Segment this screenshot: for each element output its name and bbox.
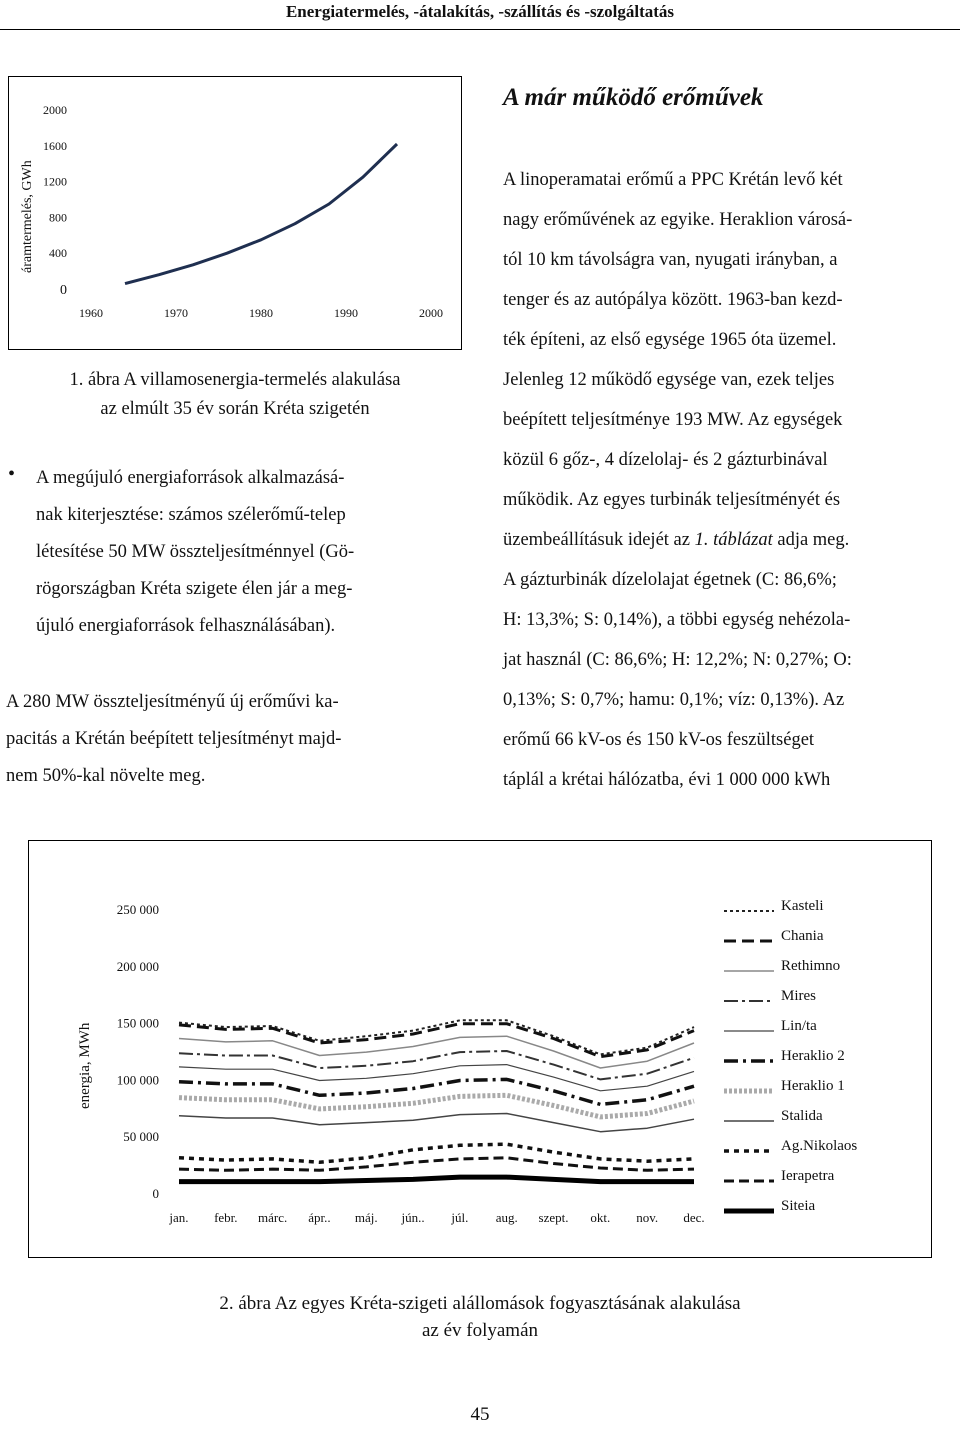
text-segment: ték építeni, az első egysége 1965 óta üzemel. bbox=[503, 330, 837, 350]
x-tick-label: jún.. bbox=[401, 1210, 425, 1225]
bullet-line-2 bbox=[36, 497, 460, 534]
text-segment: H: 13,3%; S: 0,14%), a többi egység nehézola- bbox=[503, 610, 851, 630]
y-tick-label: 400 bbox=[49, 246, 67, 261]
x-tick-label: máj. bbox=[354, 1210, 378, 1225]
text-line bbox=[503, 160, 843, 200]
text-segment: jat használ (C: 86,6%; H: 12,2%; N: 0,27%; O: bbox=[503, 650, 852, 670]
x-tick-label: aug. bbox=[495, 1210, 518, 1225]
x-tick-label: szept. bbox=[538, 1210, 569, 1225]
text-segment: tenger és az autópálya között. 1963-ban kezd- bbox=[503, 290, 843, 310]
right-line-9 bbox=[503, 480, 955, 520]
header-rule bbox=[0, 29, 960, 30]
figure-1-ticks bbox=[43, 103, 443, 320]
y-tick-label: 250 000 bbox=[116, 902, 159, 917]
text-line bbox=[503, 400, 842, 440]
figure-2-svg bbox=[29, 841, 931, 1257]
text-line: nak kiterjesztése: számos szélerőmű-telep bbox=[36, 505, 346, 525]
x-tick-label: 1990 bbox=[334, 306, 358, 320]
legend-label: Kasteli bbox=[781, 898, 824, 914]
figure-2-caption bbox=[0, 1290, 960, 1344]
x-tick-label: jan. bbox=[169, 1210, 189, 1225]
bullet-symbol: • bbox=[8, 463, 16, 485]
x-tick-label: 1970 bbox=[164, 306, 188, 320]
series-line-3 bbox=[179, 1036, 694, 1068]
y-tick-label: 0 bbox=[60, 283, 67, 298]
text-line: létesítése 50 MW összteljesítménnyel (Gö- bbox=[36, 542, 355, 562]
table-reference: 1. táblázat bbox=[694, 530, 773, 550]
right-line-3 bbox=[503, 240, 955, 280]
series-line-1 bbox=[179, 1020, 694, 1054]
text-line: rögországban Kréta szigete élen jár a meg- bbox=[36, 579, 353, 599]
text-line bbox=[503, 770, 830, 790]
right-line-8 bbox=[503, 440, 955, 480]
right-line-11 bbox=[503, 560, 955, 600]
x-tick-label: ápr.. bbox=[308, 1210, 331, 1225]
legend-label: Ierapetra bbox=[781, 1168, 835, 1184]
right-line-13 bbox=[503, 640, 955, 680]
figure-2-caption-line-1: 2. ábra Az egyes Kréta-szigeti alállomások fogyasztásának alakulása bbox=[219, 1293, 741, 1314]
bullet-line-3 bbox=[36, 534, 460, 571]
text-line bbox=[503, 280, 843, 320]
text-line bbox=[503, 240, 837, 280]
running-header: Energiatermelés, -átalakítás, -szállítás és -szolgáltatás bbox=[285, 2, 675, 21]
text-segment: beépített teljesítménye 193 MW. Az egységek bbox=[503, 410, 843, 430]
series-line-7 bbox=[179, 1095, 694, 1117]
right-line-14 bbox=[503, 680, 955, 720]
capacity-paragraph bbox=[6, 684, 460, 795]
text-segment: erőmű 66 kV-os és 150 kV-os feszültséget bbox=[503, 730, 815, 750]
legend-label: Mires bbox=[781, 988, 816, 1004]
bullet-line-1 bbox=[36, 460, 460, 497]
text-segment: nagy erőművének az egyike. Heraklion városá- bbox=[503, 210, 853, 230]
text-segment: működik. Az egyes turbinák teljesítményét és bbox=[503, 490, 841, 510]
text-segment: A linoperamatai erőmű a PPC Krétán levő két bbox=[503, 170, 843, 190]
right-line-2 bbox=[503, 200, 955, 240]
figure-2-chart bbox=[28, 840, 932, 1258]
figure-1-caption-line-2: az elmúlt 35 év során Kréta szigetén bbox=[100, 399, 370, 419]
x-tick-label: 2000 bbox=[419, 306, 443, 320]
bullet-paragraph bbox=[36, 460, 460, 645]
series-line-2 bbox=[179, 1024, 694, 1057]
right-line-4 bbox=[503, 280, 955, 320]
text-line bbox=[503, 680, 844, 720]
x-tick-label: júl. bbox=[451, 1210, 469, 1225]
right-line-5 bbox=[503, 320, 955, 360]
text-line bbox=[503, 720, 814, 760]
figure-1-caption-line-1: 1. ábra A villamosenergia-termelés alakulása bbox=[69, 370, 401, 390]
y-tick-label: 100 000 bbox=[116, 1072, 159, 1088]
legend-label: Rethimno bbox=[781, 958, 841, 974]
figure-2-caption-line-2: az év folyamán bbox=[421, 1320, 539, 1341]
power-plant-paragraph bbox=[503, 160, 955, 800]
x-tick-label: dec. bbox=[683, 1210, 705, 1225]
production-series-line bbox=[125, 144, 397, 284]
y-tick-label: 200 000 bbox=[116, 958, 159, 974]
text-segment: tól 10 km távolságra van, nyugati irányban, a bbox=[503, 250, 838, 270]
x-tick-label: 1980 bbox=[249, 306, 273, 320]
text-line: A 280 MW összteljesítményű új erőművi ka- bbox=[6, 692, 339, 712]
text-line bbox=[503, 480, 840, 520]
y-axis-label: energia, MWh bbox=[77, 1022, 93, 1109]
legend-label: Heraklio 1 bbox=[781, 1078, 845, 1094]
x-tick-label: okt. bbox=[590, 1210, 611, 1225]
para-line-2 bbox=[6, 721, 460, 758]
text-line: nem 50%-kal növelte meg. bbox=[6, 766, 206, 786]
y-tick-label: 800 bbox=[49, 210, 67, 225]
right-line-15 bbox=[503, 720, 955, 760]
legend-label: Stalida bbox=[781, 1108, 823, 1124]
text-line bbox=[503, 640, 852, 680]
x-tick-label: febr. bbox=[214, 1210, 238, 1225]
bullet-line-4 bbox=[36, 571, 460, 608]
text-segment: Jelenleg 12 működő egysége van, ezek teljes bbox=[503, 370, 835, 390]
y-tick-label: 0 bbox=[152, 1186, 159, 1201]
text-line bbox=[503, 440, 828, 480]
y-axis-label: áramtermelés, GWh bbox=[20, 160, 35, 273]
page-number: 45 bbox=[470, 1404, 490, 1425]
text-segment: táplál a krétai hálózatba, évi 1 000 000 kWh bbox=[503, 770, 831, 790]
y-tick-label: 1200 bbox=[43, 174, 67, 189]
x-tick-label: nov. bbox=[636, 1210, 659, 1225]
figure-1-chart bbox=[8, 76, 462, 350]
series-line-11 bbox=[179, 1177, 694, 1182]
text-line bbox=[503, 320, 836, 360]
text-line bbox=[503, 520, 849, 560]
text-segment: közül 6 gőz-, 4 dízelolaj- és 2 gázturbinával bbox=[503, 450, 828, 470]
y-tick-label: 150 000 bbox=[116, 1015, 159, 1031]
section-title: A már működő erőművek bbox=[503, 84, 764, 111]
right-line-10 bbox=[503, 520, 955, 560]
legend-label: Chania bbox=[781, 928, 824, 944]
text-line bbox=[503, 360, 834, 400]
text-line: újuló energiaforrások felhasználásában). bbox=[36, 616, 336, 636]
right-line-16 bbox=[503, 760, 955, 800]
legend-label: Lin/ta bbox=[781, 1018, 817, 1034]
y-tick-label: 50 000 bbox=[123, 1129, 159, 1145]
para-line-3 bbox=[6, 758, 460, 795]
para-line-1 bbox=[6, 684, 460, 721]
x-tick-label: márc. bbox=[258, 1210, 288, 1225]
legend-label: Heraklio 2 bbox=[781, 1048, 845, 1064]
legend-label: Ag.Nikolaos bbox=[781, 1138, 858, 1154]
text-line bbox=[503, 560, 837, 600]
figure-1-svg bbox=[9, 77, 461, 349]
right-line-12 bbox=[503, 600, 955, 640]
y-tick-label: 1600 bbox=[43, 138, 67, 153]
text-segment: adja meg. bbox=[772, 530, 850, 550]
text-line: pacitás a Krétán beépített teljesítményt majd- bbox=[6, 729, 342, 749]
bullet-line-5 bbox=[36, 608, 460, 645]
text-line bbox=[503, 200, 852, 240]
text-line: A megújuló energiaforrások alkalmazásá- bbox=[36, 468, 345, 488]
text-segment: 0,13%; S: 0,7%; hamu: 0,1%; víz: 0,13%). Az bbox=[503, 690, 845, 710]
y-tick-label: 2000 bbox=[43, 103, 67, 117]
right-line-1 bbox=[503, 160, 955, 200]
x-tick-label: 1960 bbox=[79, 306, 103, 320]
right-line-7 bbox=[503, 400, 955, 440]
text-segment: üzembeállításuk idejét az bbox=[503, 530, 695, 550]
text-line bbox=[503, 600, 850, 640]
right-line-6 bbox=[503, 360, 955, 400]
figure-2-ticks bbox=[117, 902, 705, 1225]
text-segment: A gázturbinák dízelolajat égetnek (C: 86,6%; bbox=[503, 570, 837, 590]
figure-1-caption bbox=[0, 366, 470, 424]
legend-label: Siteia bbox=[781, 1198, 816, 1214]
